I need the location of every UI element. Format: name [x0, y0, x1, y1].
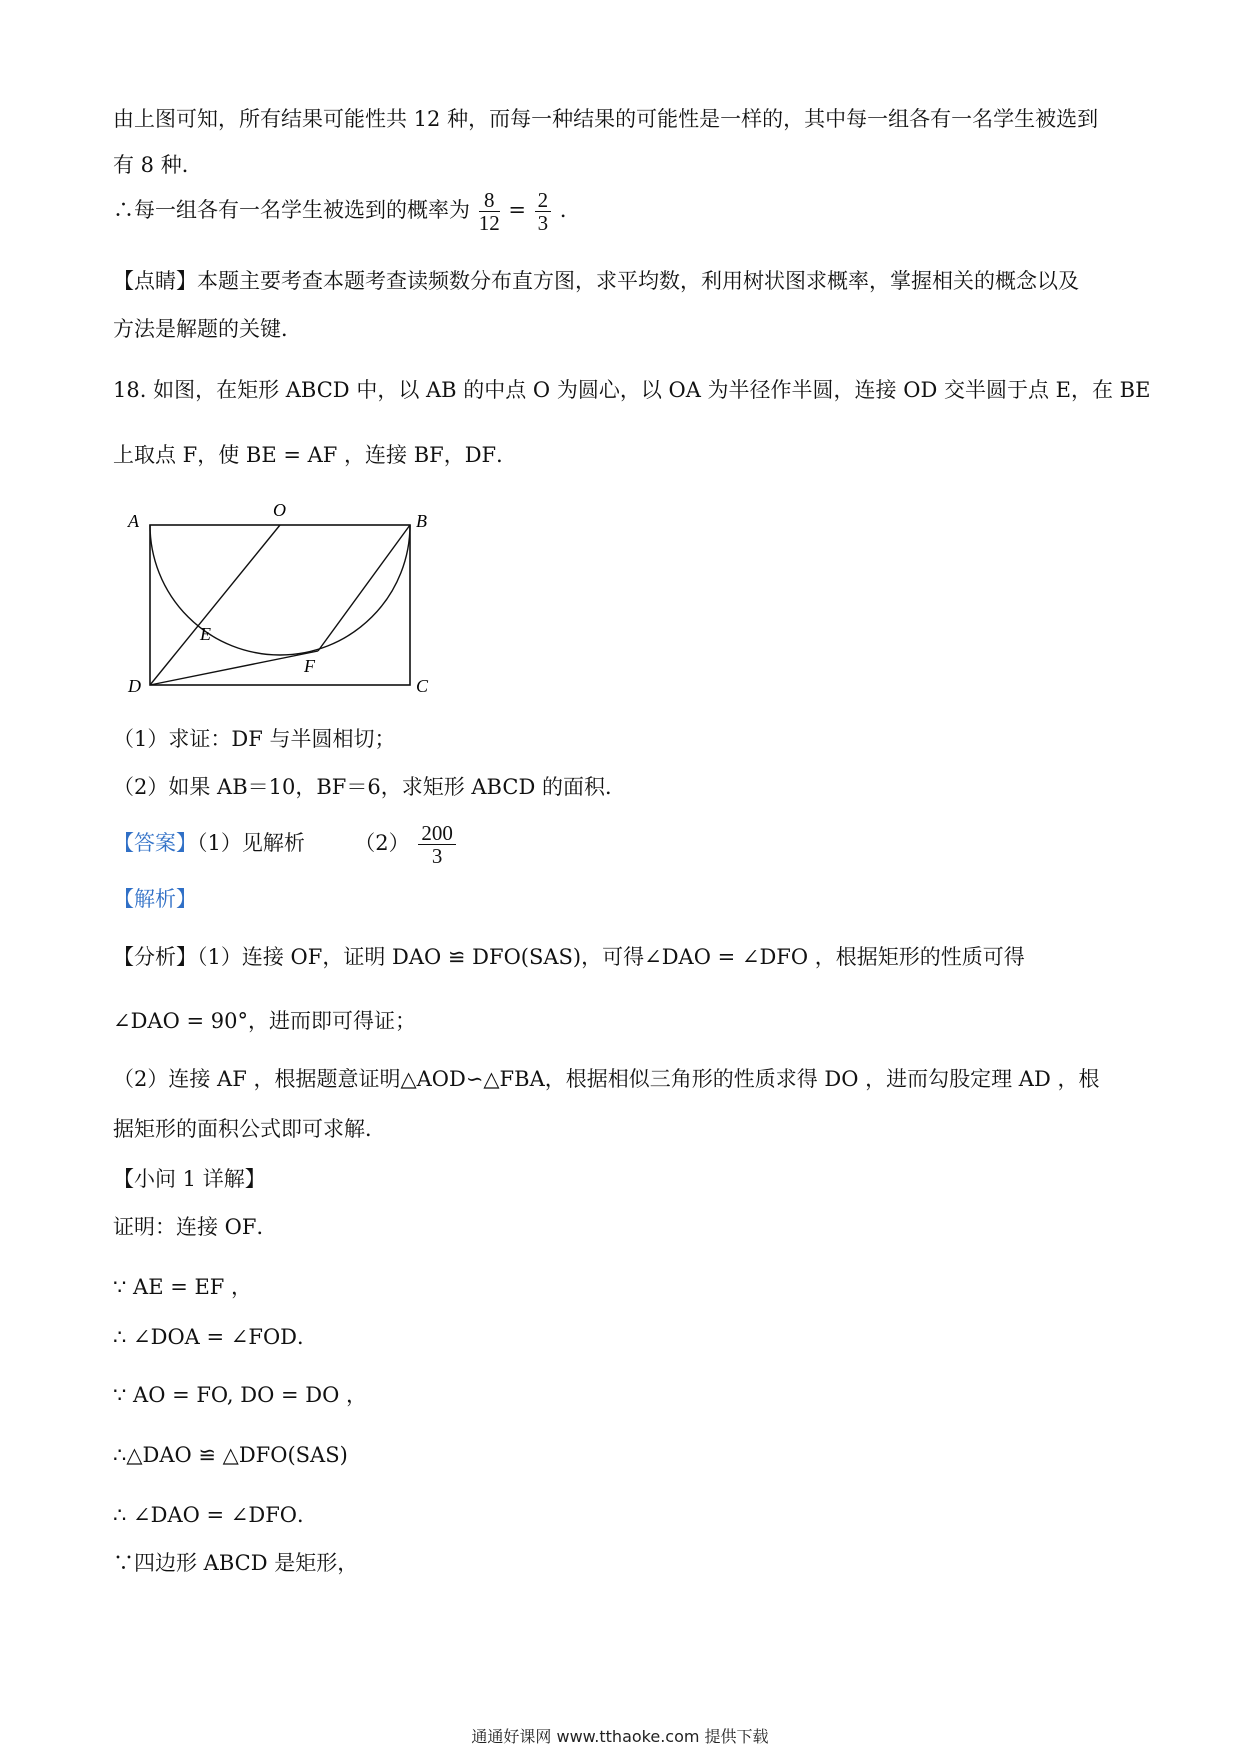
sub-question-1: （1）求证：DF 与半圆相切；	[113, 727, 396, 751]
fraction-denominator: 12	[478, 211, 500, 235]
dianjing-line-2: 方法是解题的关键．	[113, 317, 302, 341]
fraction-numerator: 200	[418, 822, 456, 845]
question-18-line-1: 18. 如图，在矩形 ABCD 中，以 AB 的中点 O 为圆心，以 OA 为半径作半圆，连接 OD 交半圆于点 E，在 BE	[113, 378, 1151, 402]
probability-line	[113, 188, 581, 234]
geometry-figure	[118, 500, 438, 700]
proof-line-2: ∵ AE = EF ，	[113, 1275, 253, 1299]
page-footer: 通通好课网 www.tthaoke.com 提供下载	[471, 1727, 769, 1746]
fraction-numerator: 8	[479, 189, 500, 212]
text-line-1: 由上图可知，所有结果可能性共 12 种，而每一种结果的可能性是一样的，其中每一组各有一名学生被选到	[113, 107, 1099, 131]
analysis-line-1: 【分析】（1）连接 OF，证明 DAO ≌ DFO(SAS)，可得∠DAO = ∠DFO ，根据矩形的性质可得	[113, 945, 1025, 969]
segment-bf	[318, 525, 410, 651]
semicircle	[150, 525, 410, 655]
fraction-8-12	[479, 189, 500, 234]
fraction-numerator: 2	[535, 189, 552, 212]
answer-part-2: （2）	[354, 831, 410, 855]
rectangle-abcd	[150, 525, 410, 685]
label-d: D	[128, 676, 141, 696]
answer-tag: 【答案】	[113, 831, 197, 855]
analysis-line-2: ∠DAO = 90°，进而即可得证；	[113, 1009, 416, 1033]
equals-sign: =	[508, 198, 526, 222]
proof-line-6: ∴ ∠DAO = ∠DFO．	[113, 1503, 319, 1527]
proof-line-5: ∴△DAO ≌ △DFO(SAS)	[113, 1443, 348, 1467]
proof-line-7: ∵四边形 ABCD 是矩形，	[113, 1551, 359, 1575]
dianjing-line-1: 【点睛】本题主要考查本题考查读频数分布直方图，求平均数，利用树状图求概率，掌握相关的概念以及	[113, 269, 1079, 293]
label-a: A	[128, 511, 139, 531]
fraction-denominator: 3	[431, 844, 443, 868]
segment-df	[150, 651, 318, 685]
fraction-200-3	[418, 822, 456, 867]
period: ．	[559, 198, 581, 222]
label-c: C	[416, 676, 429, 696]
proof-line-1: 证明：连接 OF．	[113, 1215, 278, 1239]
fraction-denominator: 3	[537, 211, 549, 235]
probability-text: ∴每一组各有一名学生被选到的概率为	[113, 198, 470, 222]
label-e: E	[200, 624, 211, 644]
text-line-2: 有 8 种．	[113, 153, 203, 177]
fraction-2-3	[535, 189, 552, 234]
label-o: O	[273, 500, 286, 520]
analysis-line-4: 据矩形的面积公式即可求解．	[113, 1117, 386, 1141]
jiexi-heading: 【解析】	[113, 887, 197, 911]
label-f: F	[304, 656, 315, 676]
answer-part-1: （1）见解析	[197, 831, 305, 855]
proof-line-3: ∴ ∠DOA = ∠FOD．	[113, 1325, 319, 1349]
analysis-line-3: （2）连接 AF ，根据题意证明△AOD∽△FBA，根据相似三角形的性质求得 DO ，进而勾股定理 AD ，根	[113, 1067, 1100, 1091]
label-b: B	[416, 511, 427, 531]
question-18-line-2: 上取点 F，使 BE = AF ，连接 BF，DF．	[113, 443, 518, 467]
sub-question-1-heading: 【小问 1 详解】	[113, 1167, 266, 1191]
sub-question-2: （2）如果 AB＝10，BF＝6，求矩形 ABCD 的面积．	[113, 775, 626, 799]
segment-od	[150, 525, 280, 685]
answer-line	[113, 820, 458, 867]
proof-line-4: ∵ AO = FO, DO = DO ，	[113, 1383, 367, 1407]
